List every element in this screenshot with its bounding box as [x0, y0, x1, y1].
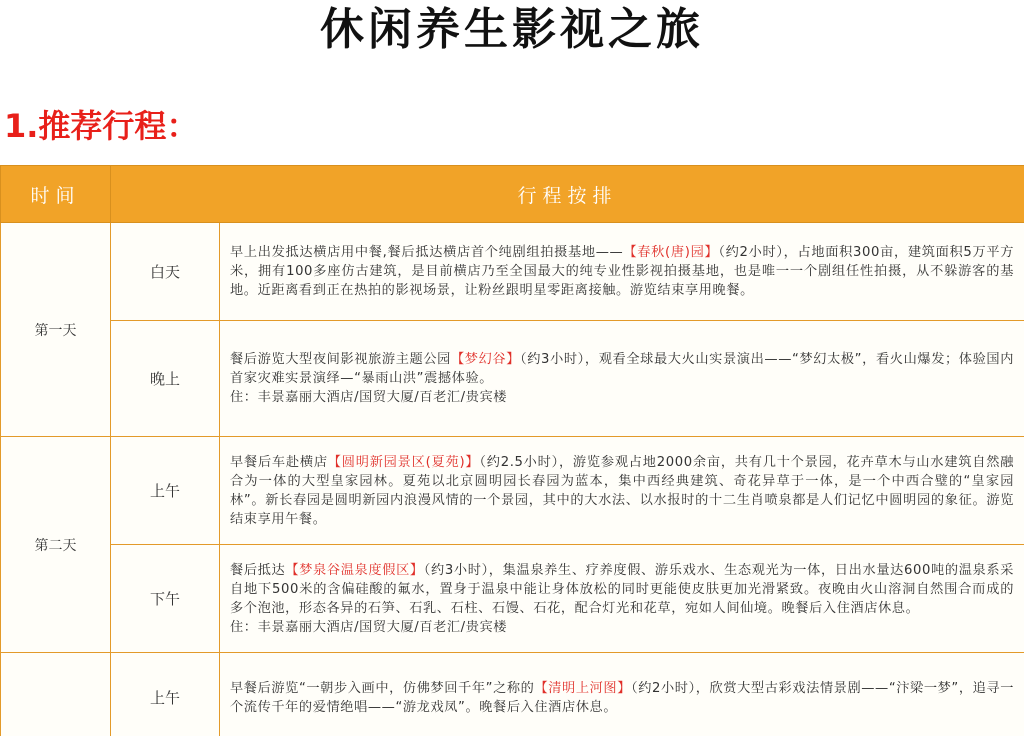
day-cell	[1, 653, 111, 736]
attraction-name: 【圆明新园景区(夏苑)】	[327, 454, 480, 470]
detail-text: 住：丰景嘉丽大酒店/国贸大厦/百老汇/贵宾楼	[230, 619, 508, 635]
detail-text: 餐后游览大型夜间影视旅游主题公园	[230, 352, 451, 367]
day-cell: 第一天	[1, 223, 111, 437]
period-cell: 上午	[111, 653, 220, 736]
itinerary-detail	[220, 653, 1024, 736]
detail-text: （约3小时），集温泉养生、疗养度假、游乐戏水、生态观光为一体，日出水量达600吨的温泉系采自地下500米的含偏硅酸的氟水，置身于温泉中能让身体放松的同时更能使皮肤更加光滑紧致。夜晚由火山溶洞自然围合而成的多个泡池，形态各异的石笋、石乳、石柱、石馒、石花，配合灯光和花草，宛如人间仙境。晚餐后入住酒店休息。	[230, 562, 1015, 616]
detail-text: 早餐后车赴横店	[230, 454, 328, 470]
attraction-name: 【清明上河图】	[534, 680, 632, 696]
table-header-row	[1, 166, 1024, 223]
itinerary-detail	[220, 545, 1024, 653]
itinerary-detail	[220, 223, 1024, 321]
period-cell: 白天	[111, 223, 220, 321]
table-row	[1, 545, 1024, 653]
detail-text: （约2.5小时），游览参观占地2000余亩，共有几十个景园，花卉草木与山水建筑自然融合为一体的大型皇家园林。夏苑以北京圆明园长春园为蓝本，集中西经典建筑、奇花异草于一体，是一个中西合璧的“皇家园林”。新长春园是圆明新园内浪漫风情的一个景园，其中的大水法、以水报时的十二生肖喷泉都是人们记忆中圆明园的象征。游览结束享用午餐。	[230, 454, 1015, 527]
header-time: 时间	[1, 166, 111, 223]
detail-text: 住：丰景嘉丽大酒店/国贸大厦/百老汇/贵宾楼	[230, 390, 508, 405]
itinerary-table	[0, 165, 1024, 736]
page-title: 休闲养生影视之旅	[320, 4, 704, 55]
detail-text: 早上出发抵达横店用中餐,餐后抵达横店首个纯剧组拍摄基地——	[230, 245, 624, 260]
detail-text: 餐后抵达	[230, 562, 286, 578]
itinerary-body	[1, 223, 1024, 736]
attraction-name: 【春秋(唐)园】	[623, 245, 719, 260]
header-schedule: 行程按排	[111, 166, 1024, 223]
detail-text: 早餐后游览“一朝步入画中，仿佛梦回千年”之称的	[230, 680, 535, 696]
table-row	[1, 653, 1024, 736]
period-cell: 上午	[111, 437, 220, 545]
table-row	[1, 223, 1024, 321]
period-cell: 下午	[111, 545, 220, 653]
table-row	[1, 437, 1024, 545]
itinerary-detail	[220, 437, 1024, 545]
attraction-name: 【梦幻谷】	[450, 352, 521, 367]
itinerary-detail	[220, 321, 1024, 437]
table-row	[1, 321, 1024, 437]
period-cell: 晚上	[111, 321, 220, 437]
detail-text: （约2小时），欣赏大型古彩戏法情景剧——“汴梁一梦”，追寻一个流传千年的爱情绝唱——“游龙戏凤”。晚餐后入住酒店休息。	[230, 680, 1015, 715]
attraction-name: 【梦泉谷温泉度假区】	[285, 562, 424, 578]
detail-text: （约3小时），观看全球最大火山实景演出——“梦幻太极”，看火山爆发；体验国内首家灾难实景演绎—“暴雨山洪”震撼体验。	[230, 352, 1015, 386]
section-heading: 1.推荐行程：	[4, 107, 199, 145]
day-cell: 第二天	[1, 437, 111, 653]
detail-text: （约2小时），占地面积300亩，建筑面积5万平方米，拥有100多座仿古建筑，是目前横店乃至全国最大的纯专业性影视拍摄基地，也是唯一一个剧组任性拍摄，从不躲游客的基地。近距离看到正在热拍的影视场景，让粉丝跟明星零距离接触。游览结束享用晚餐。	[230, 245, 1015, 298]
